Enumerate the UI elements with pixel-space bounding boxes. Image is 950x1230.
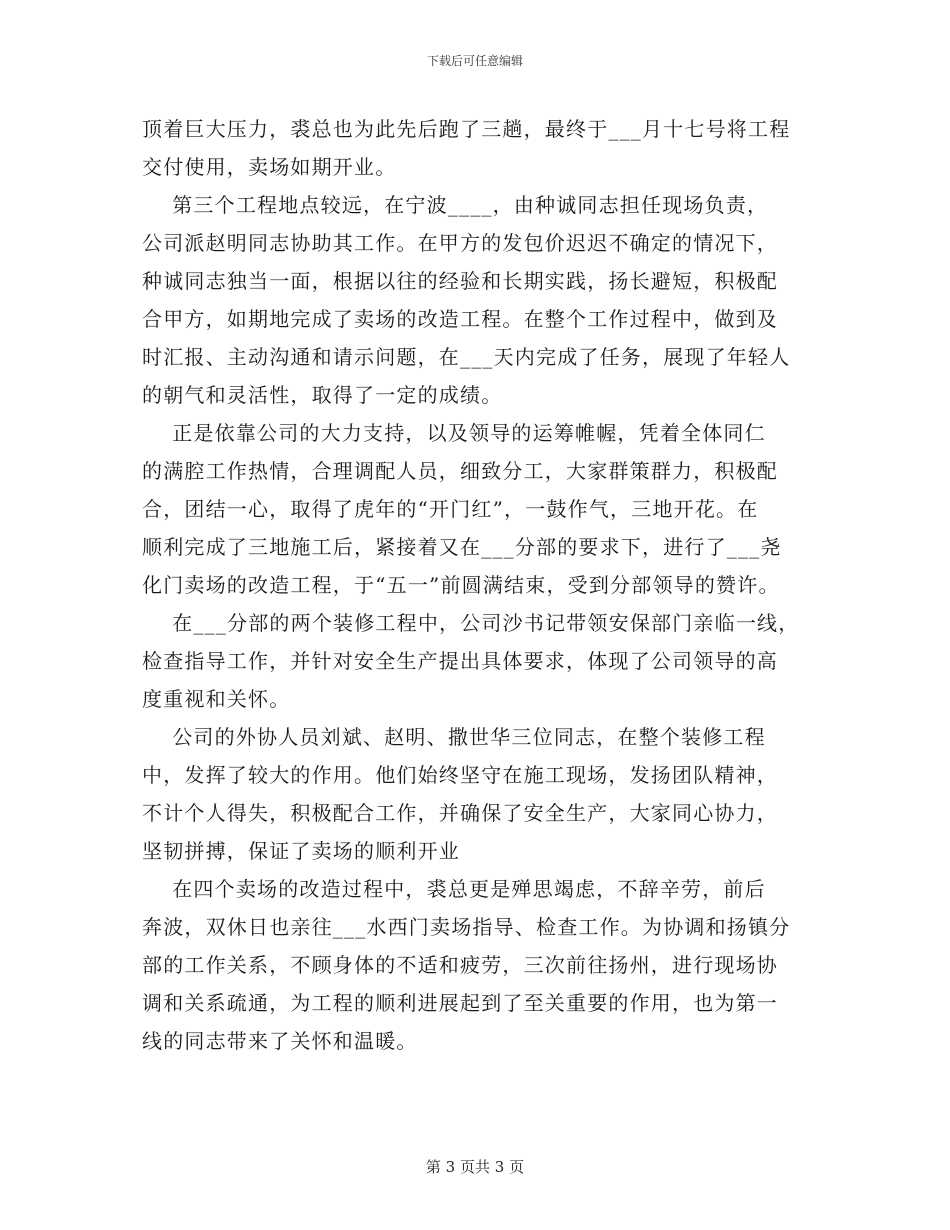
document-body: [142, 110, 832, 1060]
text-line: 交付使用，卖场如期开业。: [142, 155, 397, 179]
text-line: 公司的外协人员刘斌、赵明、撒世华三位同志，在整个装修工程: [142, 725, 766, 749]
text-line: 在___分部的两个装修工程中，公司沙书记带领安保部门亲临一线，: [142, 611, 800, 635]
text-line: 奔波，双休日也亲往___水西门卖场指导、检查工作。为协调和扬镇分: [142, 915, 791, 939]
text-line: 线的同志带来了关怀和温暖。: [142, 1029, 418, 1053]
text-line: 检查指导工作，并针对安全生产提出具体要求，体现了公司领导的高: [142, 649, 778, 673]
text-line: 化门卖场的改造工程，于“五一”前圆满结束，受到分部领导的赞许。: [142, 573, 780, 597]
text-line: 中，发挥了较大的作用。他们始终坚守在施工现场，发扬团队精神，: [142, 763, 778, 787]
text-line: 合甲方，如期地完成了卖场的改造工程。在整个工作过程中，做到及: [142, 307, 778, 331]
text-line: 的满腔工作热情，合理调配人员，细致分工，大家群策群力，积极配: [142, 459, 778, 483]
text-line: 调和关系疏通，为工程的顺利进展起到了至关重要的作用，也为第一: [142, 991, 778, 1015]
text-line: 正是依靠公司的大力支持，以及领导的运筹帷幄，凭着全体同仁: [142, 421, 766, 445]
text-line: 不计个人得失，积极配合工作，并确保了安全生产，大家同心协力，: [142, 801, 778, 825]
text-line: 顺利完成了三地施工后，紧接着又在___分部的要求下，进行了___尧: [142, 535, 782, 559]
text-line: 公司派赵明同志协助其工作。在甲方的发包价迟迟不确定的情况下，: [142, 231, 778, 255]
page-footer: 第 3 页共 3 页: [425, 1158, 525, 1176]
text-line: 合，团结一心，取得了虎年的“开门红”，一鼓作气，三地开花。在: [142, 497, 759, 521]
text-line: 在四个卖场的改造过程中，裘总更是殚思竭虑，不辞辛劳，前后: [142, 877, 766, 901]
text-line: 顶着巨大压力，裘总也为此先后跑了三趟，最终于___月十七号将工程: [142, 117, 791, 141]
page-header: 下载后可任意编辑: [426, 54, 523, 68]
paragraph: [142, 870, 832, 1060]
paragraph: [142, 186, 832, 414]
text-line: 部的工作关系，不顾身体的不适和疲劳，三次前往扬州，进行现场协: [142, 953, 778, 977]
text-line: 的朝气和灵活性，取得了一定的成绩。: [142, 383, 503, 407]
text-line: 时汇报、主动沟通和请示问题，在___天内完成了任务，展现了年轻人: [142, 345, 791, 369]
text-line: 第三个工程地点较远，在宁波____，由种诚同志担任现场负责，: [142, 193, 769, 217]
paragraph: [142, 110, 832, 186]
text-line: 种诚同志独当一面，根据以往的经验和长期实践，扬长避短，积极配: [142, 269, 778, 293]
paragraph: [142, 414, 832, 604]
paragraph: [142, 604, 832, 718]
text-line: 坚韧拼搏，保证了卖场的顺利开业: [142, 839, 460, 863]
text-line: 度重视和关怀。: [142, 687, 291, 711]
paragraph: [142, 718, 832, 870]
